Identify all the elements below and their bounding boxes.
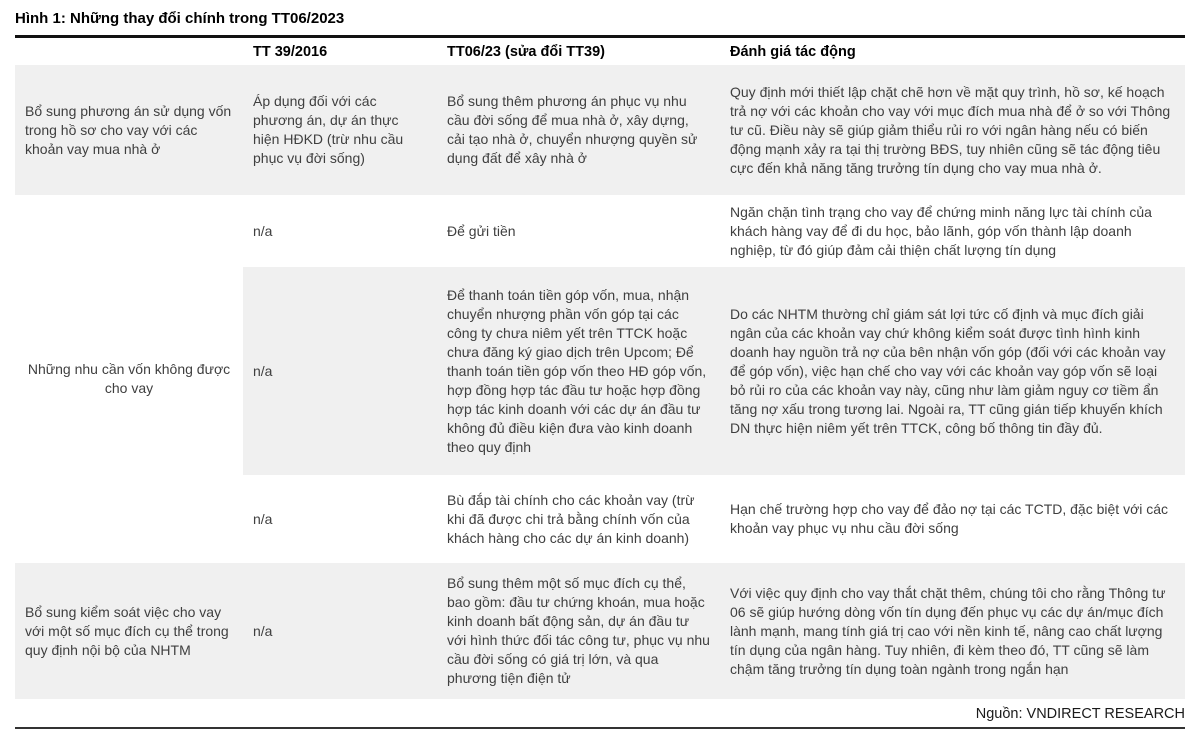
cell-tt39: Áp dụng đối với các phương án, dự án thực hiện HĐKD (trừ nhu cầu phục vụ đời sống): [243, 65, 437, 195]
cell-tt39: n/a: [243, 563, 437, 699]
cell-tt39: n/a: [243, 267, 437, 475]
cell-impact: Quy định mới thiết lập chặt chẽ hơn về mặt quy trình, hồ sơ, kế hoạch trả nợ với các khoản cho vay với mục đích mua nhà để ở so với Thông tư cũ. Điều này sẽ giúp giảm thiểu rủi ro với ngân hàng nếu có biến động mạnh xảy ra tại thị trường BĐS, tuy nhiên cũng sẽ tác động tiêu cực đến khả năng tăng trưởng tín dụng cho vay mua nhà ở.: [720, 65, 1185, 195]
row-group-label: Bổ sung kiểm soát việc cho vay với một số mục đích cụ thể trong quy định nội bộ của NHTM: [15, 563, 243, 699]
cell-tt06: Bổ sung thêm phương án phục vụ nhu cầu đời sống để mua nhà ở, xây dựng, cải tạo nhà ở, chuyển nhượng quyền sử dụng đất để xây nhà ở: [437, 65, 720, 195]
table-header-row: [15, 38, 1185, 65]
table-row: [15, 65, 1185, 195]
cell-tt06: Bổ sung thêm một số mục đích cụ thể, bao gồm: đầu tư chứng khoán, mua hoặc kinh doanh bất động sản, dự án đầu tư với hình thức đối tác công tư, phục vụ nhu cầu đời sống có giá trị lớn, và qua phương tiện điện tử: [437, 563, 720, 699]
table-row: [15, 195, 1185, 267]
cell-tt06: Để thanh toán tiền góp vốn, mua, nhận chuyển nhượng phần vốn góp tại các công ty chưa niêm yết trên TTCK hoặc chưa đăng ký giao dịch trên Upcom; Để thanh toán tiền góp vốn theo HĐ góp vốn, hợp đồng hợp tác đầu tư hoặc hợp đồng hợp tác kinh doanh với các dự án đầu tư không đủ điều kiện đưa vào kinh doanh theo quy định: [437, 267, 720, 475]
cell-tt39: n/a: [243, 475, 437, 563]
regulation-changes-table: [15, 38, 1185, 699]
figure-title: Hình 1: Những thay đổi chính trong TT06/2023: [15, 8, 1185, 38]
column-header-blank: [15, 38, 243, 65]
cell-tt39: n/a: [243, 195, 437, 267]
cell-impact: Do các NHTM thường chỉ giám sát lợi tức cố định và mục đích giải ngân của các khoản vay chứ không kiểm soát được tình hình kinh doanh hay nguồn trả nợ của bên nhận vốn góp (đối với các khoản vay để góp vốn), việc hạn chế cho vay với các khoản vay góp vốn sẽ loại bỏ rủi ro của các khoản vay này, cũng như làm giảm nguy cơ tiềm ẩn tăng nợ xấu trong tương lai. Ngoài ra, TT cũng gián tiếp khuyến khích DN thực hiện niêm yết trên TTCK, công bố thông tin đầy đủ.: [720, 267, 1185, 475]
table-row: [15, 563, 1185, 699]
cell-impact: Ngăn chặn tình trạng cho vay để chứng minh năng lực tài chính của khách hàng vay để đi du học, bảo lãnh, góp vốn thành lập doanh nghiệp, từ đó giúp đảm cải thiện chất lượng tín dụng: [720, 195, 1185, 267]
cell-tt06: Bù đắp tài chính cho các khoản vay (trừ khi đã được chi trả bằng chính vốn của khách hàng cho các dự án kinh doanh): [437, 475, 720, 563]
cell-tt06: Để gửi tiền: [437, 195, 720, 267]
cell-impact: Với việc quy định cho vay thắt chặt thêm, chúng tôi cho rằng Thông tư 06 sẽ giúp hướng dòng vốn tín dụng đến phục vụ các dự án/mục đích lành mạnh, mang tính giá trị cao với nền kinh tế, nâng cao chất lượng tín dụng của ngân hàng. Tuy nhiên, đi kèm theo đó, TT cũng sẽ làm chậm tăng trưởng tín dụng toàn ngành trong ngắn hạn: [720, 563, 1185, 699]
column-header-tt39: TT 39/2016: [253, 44, 328, 60]
row-group-label: Những nhu cần vốn không được cho vay: [15, 195, 243, 563]
column-header-impact: Đánh giá tác động: [730, 44, 856, 60]
cell-impact: Hạn chế trường hợp cho vay để đảo nợ tại các TCTD, đặc biệt với các khoản vay phục vụ nhu cầu đời sống: [720, 475, 1185, 563]
row-group-label: Bổ sung phương án sử dụng vốn trong hồ sơ cho vay với các khoản vay mua nhà ở: [15, 65, 243, 195]
source-note: Nguồn: VNDIRECT RESEARCH: [15, 699, 1185, 729]
column-header-tt06: TT06/23 (sửa đổi TT39): [447, 44, 605, 60]
